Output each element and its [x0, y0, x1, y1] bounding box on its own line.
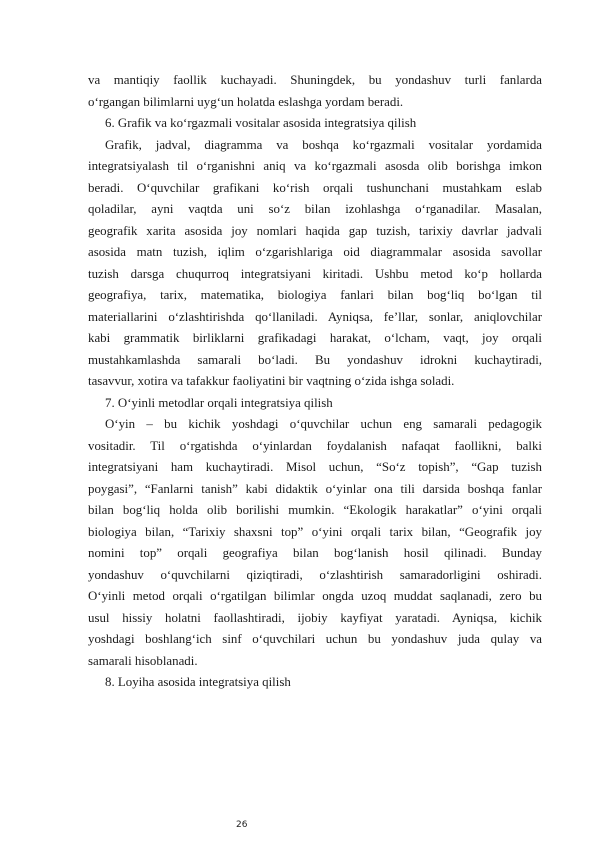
text-line: kabi grammatik birliklarni grafikadagi harakat, o‘lcham, vaqt, joy orqali [88, 331, 542, 345]
text-line: nomini top” orqali geografiya bilan bog‘lanish hosil qilinadi. Bunday [88, 546, 542, 560]
text-line: tuzish darsga chuqurroq integratsiyani kiritadi. Ushbu metod ko‘p hollarda [88, 266, 542, 281]
text-line: qoladilar, ayni vaqtda uni so‘z bilan izohlashga o‘rganadilar. Masalan, [88, 202, 542, 216]
text-line: usul hissiy holatni faollashtiradi, ijobiy kayfiyat yaratadi. Ayniqsa, kichik [88, 610, 542, 625]
text-line: asosida matn tuzish, iqlim o‘zgarishlariga oid diagrammalar asosida savollar [88, 245, 542, 259]
text-line: poygasi”, “Fanlarni tanish” kabi didaktik o‘yinlar ona tili darsida boshqa fanlar [88, 481, 542, 496]
section-heading: 8. Loyiha asosida integratsiya qilish [105, 675, 291, 689]
text-line: va mantiqiy faollik kuchayadi. Shuningdek, bu yondashuv turli fanlarda [88, 73, 542, 87]
text-line: yondashuv o‘quvchilarni qiziqtiradi, o‘zlashtirish samaradorligini oshiradi. [88, 567, 542, 582]
text-line: mustahkamlashda samarali bo‘ladi. Bu yondashuv idrokni kuchaytiradi, [88, 352, 542, 367]
text-line: samarali hisoblanadi. [88, 653, 198, 668]
page-number: 26 [236, 820, 248, 830]
text-line: biologiya bilan, “Tarixiy shaxsni top” o‘yini orqali tarix bilan, “Geografik joy [88, 524, 542, 539]
document-page [88, 70, 542, 694]
section-heading: 7. O‘yinli metodlar orqali integratsiya qilish [105, 395, 333, 410]
text-line: O‘yin – bu kichik yoshdagi o‘quvchilar uchun eng samarali pedagogik [105, 417, 542, 431]
text-line: materiallarini o‘zlashtirishda qo‘llaniladi. Ayniqsa, fe’llar, sonlar, aniqlovchilar [88, 309, 542, 324]
text-line: Grafik, jadval, diagramma va boshqa ko‘rgazmali vositalar yordamida [105, 137, 542, 152]
text-line: integratsiyalash til o‘rganishni aniq va ko‘rgazmali asosda olib borishga imkon [88, 159, 542, 173]
text-line: bilan bog‘liq holda olib borilishi mumkin. “Ekologik harakatlar” o‘yini orqali [88, 503, 542, 517]
text-line: geografik xarita asosida joy nomlari haqida gap tuzish, tarixiy davrlar jadvali [88, 223, 542, 238]
text-line: O‘yinli metod orqali o‘rgatilgan bilimlar ongda uzoq muddat saqlanadi, zero bu [88, 589, 542, 603]
text-line: yoshdagi boshlang‘ich sinf o‘quvchilari uchun bu yondashuv juda qulay va [88, 632, 542, 646]
text-line: tasavvur, xotira va tafakkur faoliyatini bir vaqtning o‘zida ishga soladi. [88, 374, 455, 388]
text-line: integratsiyani ham kuchaytiradi. Misol uchun, “So‘z topish”, “Gap tuzish [88, 460, 542, 474]
text-line: vositadir. Til o‘rgatishda o‘yinlardan foydalanish nafaqat faollikni, balki [88, 438, 542, 453]
text-line: o‘rgangan bilimlarni uyg‘un holatda eslashga yordam beradi. [88, 94, 404, 109]
text-line: geografiya, tarix, matematika, biologiya fanlari bilan bog‘liq bo‘lgan til [88, 288, 542, 302]
text-line: beradi. O‘quvchilar grafikani ko‘rish orqali tushunchani mustahkam eslab [88, 180, 542, 195]
section-heading: 6. Grafik va ko‘rgazmali vositalar asosida integratsiya qilish [105, 116, 417, 130]
